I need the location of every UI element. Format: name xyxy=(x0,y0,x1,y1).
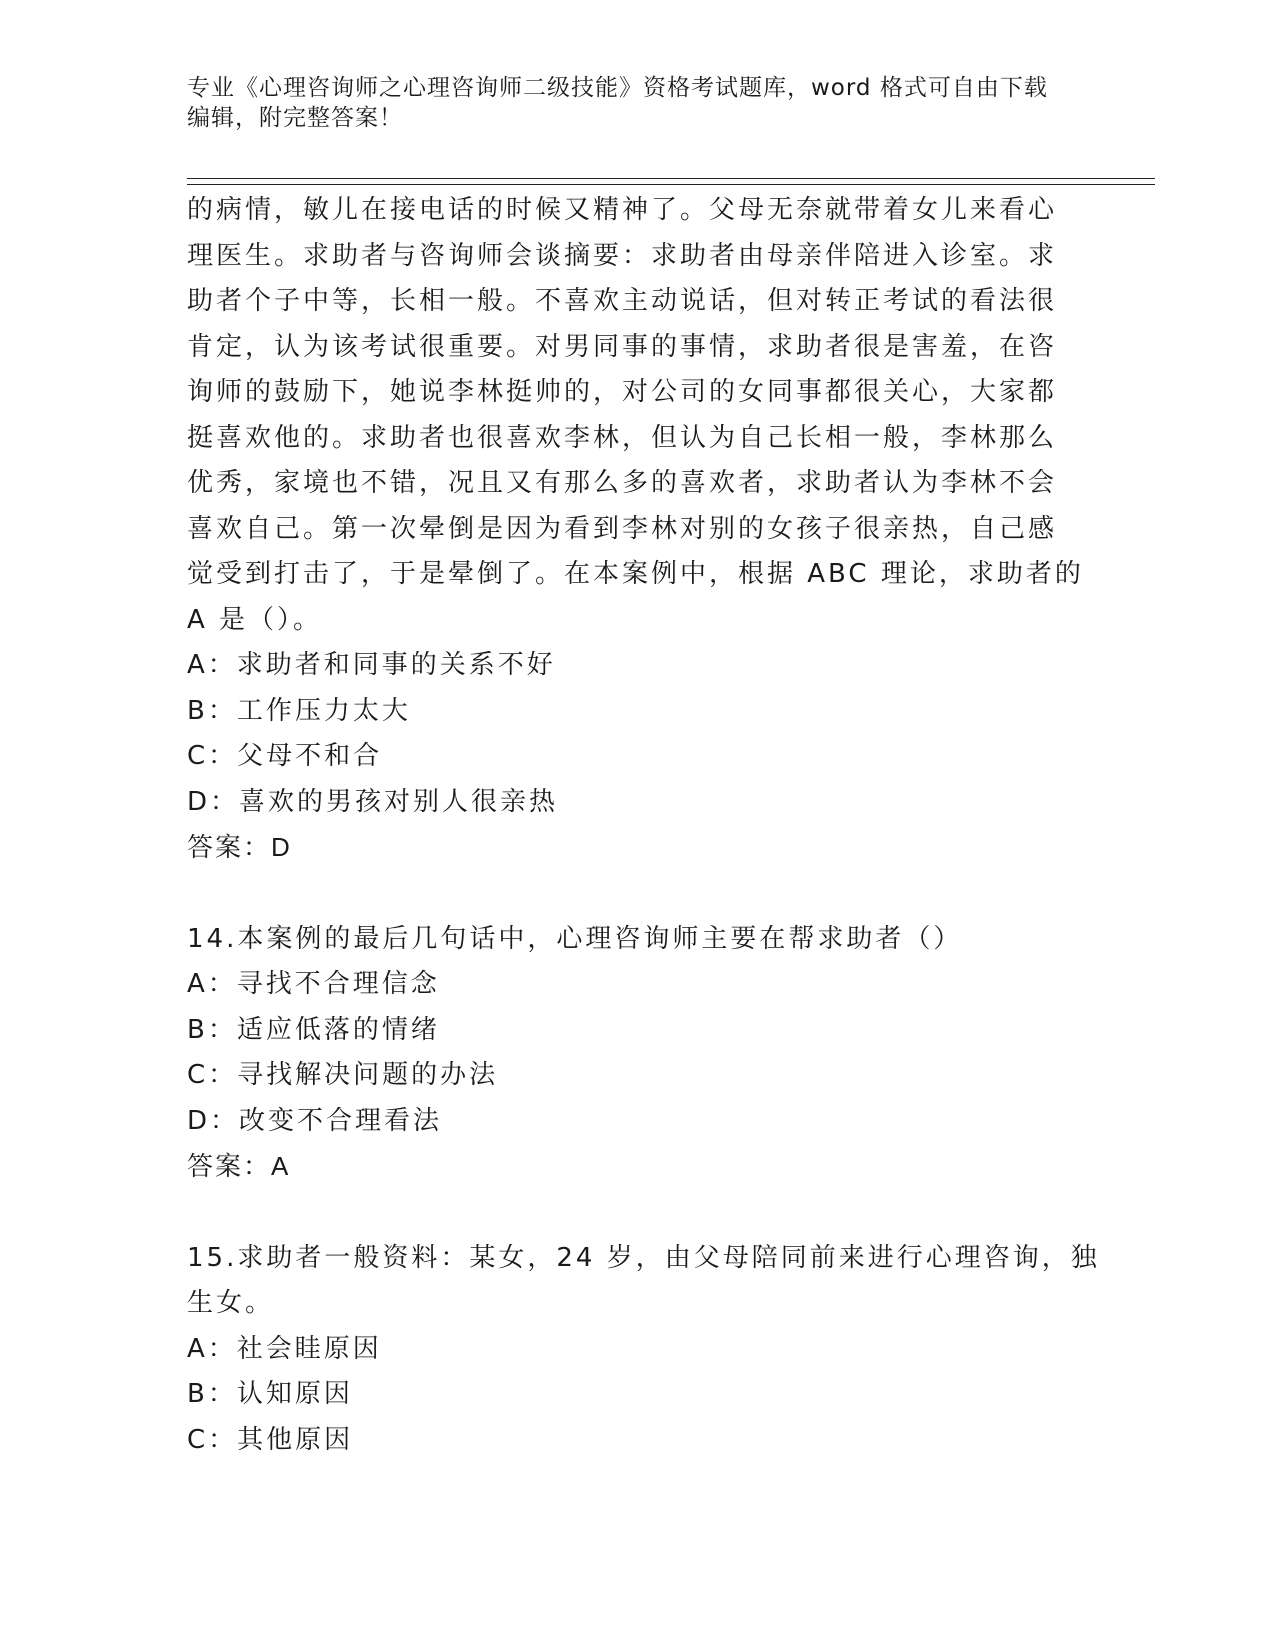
option-c: C：其他原因 xyxy=(187,1424,354,1455)
question-15 xyxy=(187,1236,1100,1464)
question-13-stem xyxy=(187,188,1087,643)
stem-line: 15.求助者一般资料：某女，24 岁，由父母陪同前来进行心理咨询，独 xyxy=(187,1242,1100,1273)
question-content xyxy=(187,188,1100,1463)
question-14 xyxy=(187,917,1087,1190)
stem-line: 挺喜欢他的。求助者也很喜欢李林，但认为自己长相一般，李林那么 xyxy=(187,422,1058,453)
stem-line: 助者个子中等，长相一般。不喜欢主动说话，但对转正考试的看法很 xyxy=(187,286,1058,316)
answer: 答案：D xyxy=(187,832,292,862)
option-b: B：认知原因 xyxy=(187,1379,353,1409)
header-line-1: 专业《心理咨询师之心理咨询师二级技能》资格考试题库，word 格式可自由下载 xyxy=(187,75,1048,101)
spacer xyxy=(187,1190,1087,1236)
stem-line: 喜欢自己。第一次晕倒是因为看到李林对别的女孩子很亲热，自己感 xyxy=(187,513,1058,544)
header-rule-bottom xyxy=(187,184,1155,185)
question-14-stem: 14.本案例的最后几句话中，心理咨询师主要在帮求助者（） xyxy=(187,923,963,954)
option-a: A：寻找不合理信念 xyxy=(187,969,440,999)
stem-line: 肯定，认为该考试很重要。对男同事的事情，求助者很是害羞，在咨 xyxy=(187,331,1058,362)
stem-line: 询师的鼓励下，她说李林挺帅的，对公司的女同事都很关心，大家都 xyxy=(187,377,1058,407)
stem-line: 理医生。求助者与咨询师会谈摘要：求助者由母亲伴陪进入诊室。求 xyxy=(187,240,1058,271)
option-c: C：寻找解决问题的办法 xyxy=(187,1060,499,1090)
option-d: D：改变不合理看法 xyxy=(187,1105,443,1136)
option-b: B：工作压力太大 xyxy=(187,695,411,726)
header-rule-top xyxy=(187,178,1155,179)
stem-line: 的病情，敏儿在接电话的时候又精神了。父母无奈就带着女儿来看心 xyxy=(187,195,1058,225)
document-header xyxy=(187,73,1087,133)
answer: 答案：A xyxy=(187,1151,291,1181)
option-c: C：父母不和合 xyxy=(187,741,383,771)
option-a: A：求助者和同事的关系不好 xyxy=(187,650,556,680)
option-d: D：喜欢的男孩对别人很亲热 xyxy=(187,786,559,817)
question-13 xyxy=(187,188,1087,871)
stem-line: 觉受到打击了，于是晕倒了。在本案例中，根据 ABC 理论，求助者的 xyxy=(187,559,1084,589)
header-line-2: 编辑，附完整答案！ xyxy=(187,105,403,131)
stem-line: A 是（）。 xyxy=(187,604,323,635)
stem-line: 优秀，家境也不错，况且又有那么多的喜欢者，求助者认为李林不会 xyxy=(187,468,1058,498)
stem-line: 生女。 xyxy=(187,1288,275,1318)
option-a: A：社会眭原因 xyxy=(187,1333,382,1364)
spacer xyxy=(187,871,1087,917)
option-b: B：适应低落的情绪 xyxy=(187,1014,440,1045)
